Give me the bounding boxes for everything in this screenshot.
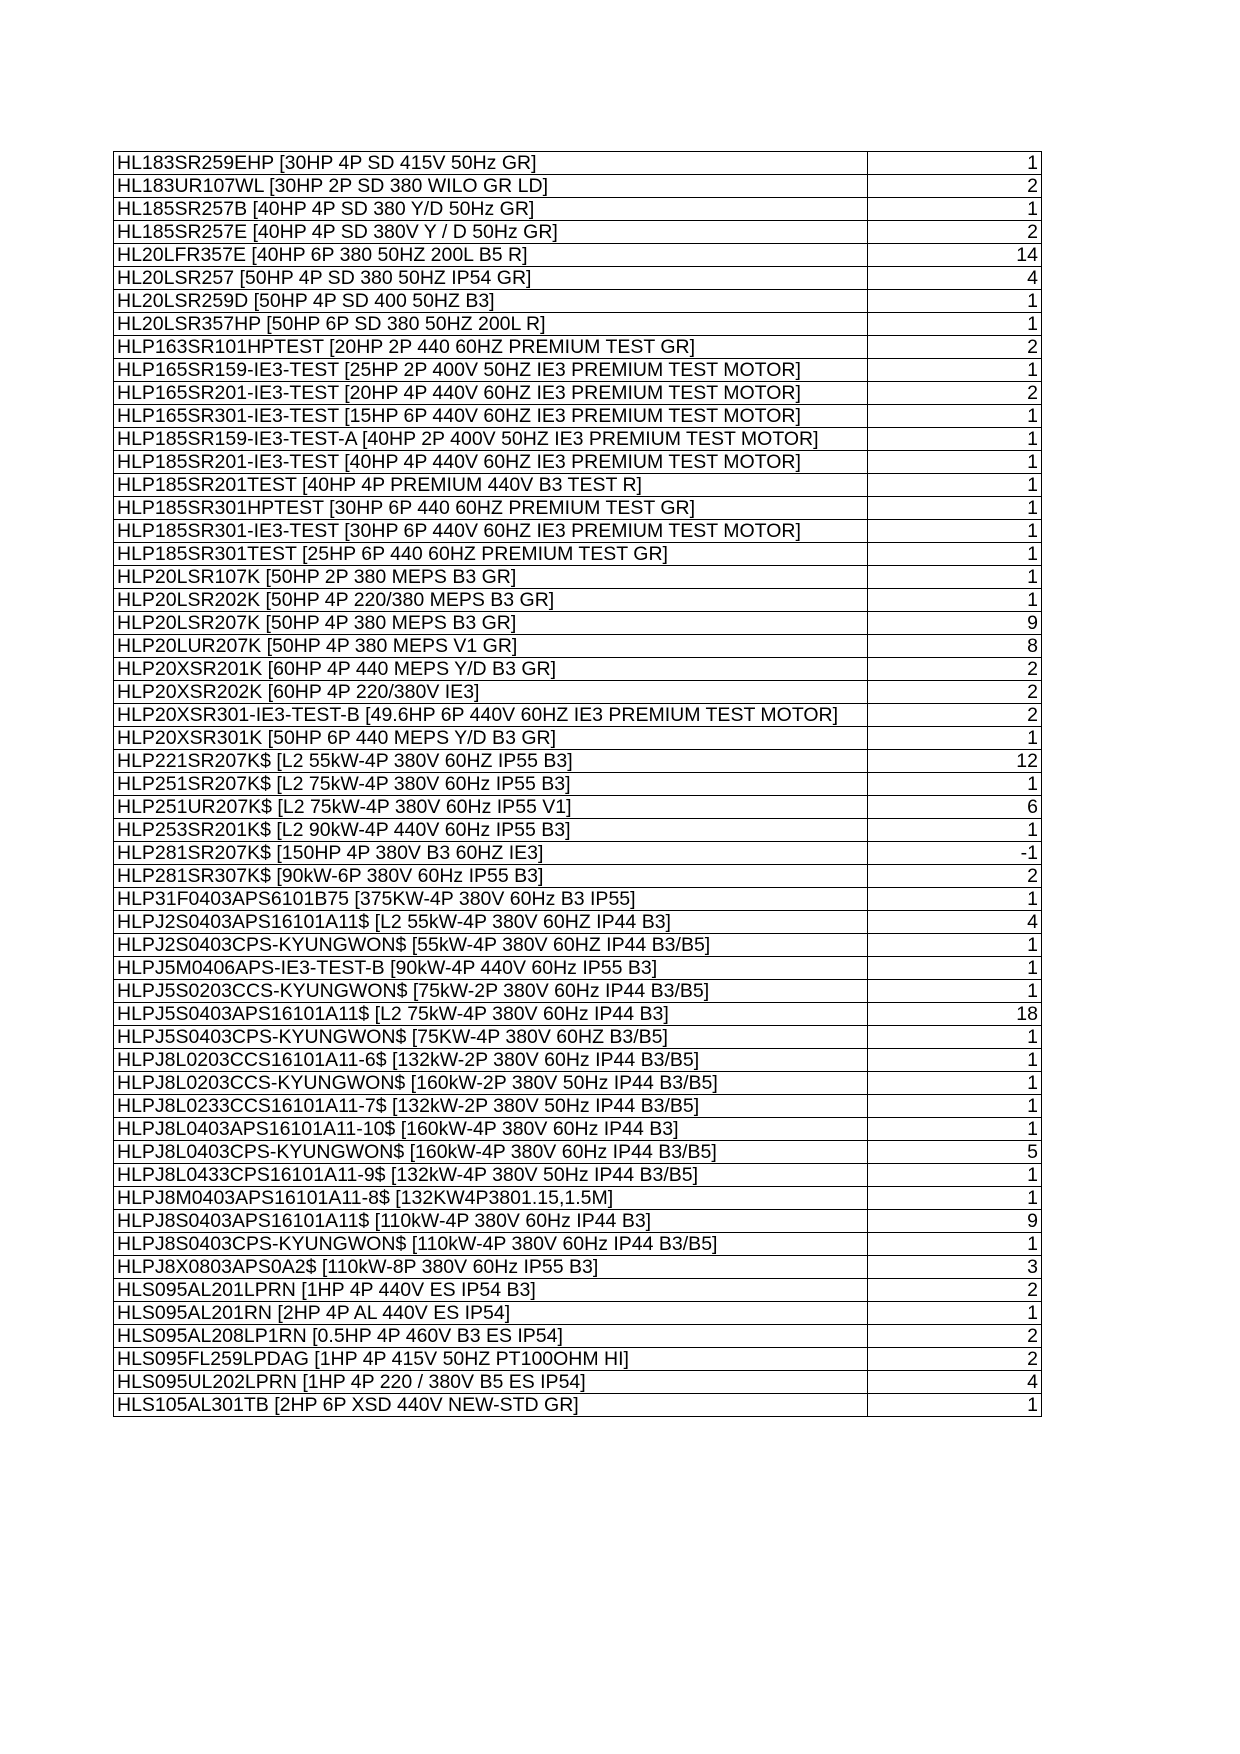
table-row [114, 911, 1042, 934]
quantity-cell: 1 [868, 566, 1042, 589]
quantity-cell: 4 [868, 911, 1042, 934]
table-row [114, 359, 1042, 382]
table-row [114, 681, 1042, 704]
quantity-cell: 1 [868, 405, 1042, 428]
quantity-cell: 1 [868, 474, 1042, 497]
item-description-cell: HL20LSR257 [50HP 4P SD 380 50HZ IP54 GR] [114, 267, 868, 290]
table-row [114, 1279, 1042, 1302]
quantity-cell: 1 [868, 1026, 1042, 1049]
quantity-cell: 1 [868, 957, 1042, 980]
table-row [114, 474, 1042, 497]
table-row [114, 267, 1042, 290]
item-description-cell: HLP221SR207K$ [L2 55kW-4P 380V 60HZ IP55 B3] [114, 750, 868, 773]
quantity-cell: 8 [868, 635, 1042, 658]
table-row [114, 1394, 1042, 1417]
quantity-cell: 2 [868, 1279, 1042, 1302]
item-description-cell: HL20LSR259D [50HP 4P SD 400 50HZ B3] [114, 290, 868, 313]
item-description-cell: HLP20LSR207K [50HP 4P 380 MEPS B3 GR] [114, 612, 868, 635]
quantity-cell: 1 [868, 497, 1042, 520]
quantity-cell: 1 [868, 428, 1042, 451]
table-row [114, 704, 1042, 727]
item-description-cell: HLP251UR207K$ [L2 75kW-4P 380V 60Hz IP55 V1] [114, 796, 868, 819]
quantity-cell: 1 [868, 1394, 1042, 1417]
quantity-cell: 1 [868, 1095, 1042, 1118]
table-row [114, 842, 1042, 865]
item-description-cell: HLPJ8L0233CCS16101A11-7$ [132kW-2P 380V 50Hz IP44 B3/B5] [114, 1095, 868, 1118]
table-row [114, 290, 1042, 313]
quantity-cell: 14 [868, 244, 1042, 267]
item-description-cell: HLP185SR301TEST [25HP 6P 440 60HZ PREMIUM TEST GR] [114, 543, 868, 566]
item-description-cell: HLP20LUR207K [50HP 4P 380 MEPS V1 GR] [114, 635, 868, 658]
item-description-cell: HLPJ8L0203CCS-KYUNGWON$ [160kW-2P 380V 50Hz IP44 B3/B5] [114, 1072, 868, 1095]
quantity-cell: 1 [868, 1049, 1042, 1072]
item-description-cell: HLP281SR307K$ [90kW-6P 380V 60Hz IP55 B3] [114, 865, 868, 888]
item-description-cell: HLP281SR207K$ [150HP 4P 380V B3 60HZ IE3] [114, 842, 868, 865]
item-description-cell: HLP20XSR301K [50HP 6P 440 MEPS Y/D B3 GR] [114, 727, 868, 750]
item-description-cell: HLP185SR301-IE3-TEST [30HP 6P 440V 60HZ IE3 PREMIUM TEST MOTOR] [114, 520, 868, 543]
quantity-cell: 2 [868, 1325, 1042, 1348]
quantity-cell: 1 [868, 520, 1042, 543]
table-row [114, 405, 1042, 428]
table-row [114, 1049, 1042, 1072]
item-description-cell: HL20LFR357E [40HP 6P 380 50HZ 200L B5 R] [114, 244, 868, 267]
table-row [114, 1072, 1042, 1095]
item-description-cell: HLPJ8S0403APS16101A11$ [110kW-4P 380V 60Hz IP44 B3] [114, 1210, 868, 1233]
quantity-cell: 2 [868, 336, 1042, 359]
quantity-cell: 1 [868, 727, 1042, 750]
quantity-cell: 18 [868, 1003, 1042, 1026]
table-row [114, 543, 1042, 566]
quantity-cell: 1 [868, 313, 1042, 336]
quantity-cell: 2 [868, 1348, 1042, 1371]
quantity-cell: 1 [868, 290, 1042, 313]
item-description-cell: HLP20XSR201K [60HP 4P 440 MEPS Y/D B3 GR] [114, 658, 868, 681]
quantity-cell: 9 [868, 1210, 1042, 1233]
quantity-cell: 1 [868, 980, 1042, 1003]
table-row [114, 589, 1042, 612]
quantity-cell: 1 [868, 1187, 1042, 1210]
item-description-cell: HLPJ8S0403CPS-KYUNGWON$ [110kW-4P 380V 60Hz IP44 B3/B5] [114, 1233, 868, 1256]
item-description-cell: HLP185SR301HPTEST [30HP 6P 440 60HZ PREMIUM TEST GR] [114, 497, 868, 520]
quantity-cell: 1 [868, 198, 1042, 221]
table-row [114, 727, 1042, 750]
table-row [114, 175, 1042, 198]
table-row [114, 1164, 1042, 1187]
table-row [114, 1256, 1042, 1279]
table-row [114, 451, 1042, 474]
item-description-cell: HL20LSR357HP [50HP 6P SD 380 50HZ 200L R] [114, 313, 868, 336]
table-row [114, 152, 1042, 175]
item-description-cell: HLP20XSR202K [60HP 4P 220/380V IE3] [114, 681, 868, 704]
item-description-cell: HL185SR257B [40HP 4P SD 380 Y/D 50Hz GR] [114, 198, 868, 221]
table-row [114, 888, 1042, 911]
quantity-cell: 1 [868, 359, 1042, 382]
item-description-cell: HLP185SR201-IE3-TEST [40HP 4P 440V 60HZ IE3 PREMIUM TEST MOTOR] [114, 451, 868, 474]
quantity-cell: 1 [868, 543, 1042, 566]
quantity-cell: 2 [868, 221, 1042, 244]
item-description-cell: HLPJ8L0203CCS16101A11-6$ [132kW-2P 380V 60Hz IP44 B3/B5] [114, 1049, 868, 1072]
table-row [114, 1118, 1042, 1141]
item-description-cell: HLS095FL259LPDAG [1HP 4P 415V 50HZ PT100OHM HI] [114, 1348, 868, 1371]
quantity-cell: 2 [868, 865, 1042, 888]
quantity-cell: 1 [868, 1233, 1042, 1256]
item-description-cell: HLP31F0403APS6101B75 [375KW-4P 380V 60Hz B3 IP55] [114, 888, 868, 911]
item-description-cell: HL183SR259EHP [30HP 4P SD 415V 50Hz GR] [114, 152, 868, 175]
quantity-cell: 2 [868, 175, 1042, 198]
quantity-cell: 2 [868, 681, 1042, 704]
item-description-cell: HLP165SR301-IE3-TEST [15HP 6P 440V 60HZ IE3 PREMIUM TEST MOTOR] [114, 405, 868, 428]
quantity-cell: 2 [868, 658, 1042, 681]
item-description-cell: HLS095AL201RN [2HP 4P AL 440V ES IP54] [114, 1302, 868, 1325]
item-description-cell: HLPJ5S0403CPS-KYUNGWON$ [75KW-4P 380V 60HZ B3/B5] [114, 1026, 868, 1049]
table-row [114, 244, 1042, 267]
table-row [114, 221, 1042, 244]
table-row [114, 1348, 1042, 1371]
item-description-cell: HLPJ8L0403CPS-KYUNGWON$ [160kW-4P 380V 60Hz IP44 B3/B5] [114, 1141, 868, 1164]
table-row [114, 865, 1042, 888]
table-row [114, 428, 1042, 451]
table-row [114, 819, 1042, 842]
item-description-cell: HLS095AL201LPRN [1HP 4P 440V ES IP54 B3] [114, 1279, 868, 1302]
item-description-cell: HLPJ5S0403APS16101A11$ [L2 75kW-4P 380V 60Hz IP44 B3] [114, 1003, 868, 1026]
table-row [114, 1371, 1042, 1394]
table-row [114, 773, 1042, 796]
inventory-table-body [114, 152, 1042, 1417]
table-row [114, 198, 1042, 221]
quantity-cell: 4 [868, 267, 1042, 290]
table-row [114, 497, 1042, 520]
item-description-cell: HLPJ5S0203CCS-KYUNGWON$ [75kW-2P 380V 60Hz IP44 B3/B5] [114, 980, 868, 1003]
item-description-cell: HLPJ8L0433CPS16101A11-9$ [132kW-4P 380V 50Hz IP44 B3/B5] [114, 1164, 868, 1187]
quantity-cell: 5 [868, 1141, 1042, 1164]
table-row [114, 1325, 1042, 1348]
item-description-cell: HLS095UL202LPRN [1HP 4P 220 / 380V B5 ES IP54] [114, 1371, 868, 1394]
quantity-cell: 4 [868, 1371, 1042, 1394]
item-description-cell: HLPJ2S0403APS16101A11$ [L2 55kW-4P 380V 60HZ IP44 B3] [114, 911, 868, 934]
table-row [114, 1095, 1042, 1118]
quantity-cell: 2 [868, 382, 1042, 405]
quantity-cell: 1 [868, 1302, 1042, 1325]
quantity-cell: 1 [868, 819, 1042, 842]
quantity-cell: 1 [868, 934, 1042, 957]
table-row [114, 980, 1042, 1003]
item-description-cell: HLP185SR159-IE3-TEST-A [40HP 2P 400V 50HZ IE3 PREMIUM TEST MOTOR] [114, 428, 868, 451]
item-description-cell: HLP165SR159-IE3-TEST [25HP 2P 400V 50HZ IE3 PREMIUM TEST MOTOR] [114, 359, 868, 382]
item-description-cell: HLP185SR201TEST [40HP 4P PREMIUM 440V B3 TEST R] [114, 474, 868, 497]
table-row [114, 566, 1042, 589]
item-description-cell: HLS095AL208LP1RN [0.5HP 4P 460V B3 ES IP54] [114, 1325, 868, 1348]
item-description-cell: HLPJ2S0403CPS-KYUNGWON$ [55kW-4P 380V 60HZ IP44 B3/B5] [114, 934, 868, 957]
quantity-cell: 1 [868, 152, 1042, 175]
quantity-cell: 3 [868, 1256, 1042, 1279]
item-description-cell: HL185SR257E [40HP 4P SD 380V Y / D 50Hz GR] [114, 221, 868, 244]
item-description-cell: HLP251SR207K$ [L2 75kW-4P 380V 60Hz IP55 B3] [114, 773, 868, 796]
table-row [114, 336, 1042, 359]
table-row [114, 934, 1042, 957]
table-row [114, 1026, 1042, 1049]
item-description-cell: HLS105AL301TB [2HP 6P XSD 440V NEW-STD GR] [114, 1394, 868, 1417]
item-description-cell: HLPJ5M0406APS-IE3-TEST-B [90kW-4P 440V 60Hz IP55 B3] [114, 957, 868, 980]
item-description-cell: HLPJ8M0403APS16101A11-8$ [132KW4P3801.15,1.5M] [114, 1187, 868, 1210]
item-description-cell: HLP163SR101HPTEST [20HP 2P 440 60HZ PREMIUM TEST GR] [114, 336, 868, 359]
quantity-cell: 1 [868, 1072, 1042, 1095]
table-row [114, 313, 1042, 336]
table-row [114, 1141, 1042, 1164]
quantity-cell: 1 [868, 773, 1042, 796]
table-row [114, 1302, 1042, 1325]
quantity-cell: 1 [868, 1118, 1042, 1141]
item-description-cell: HLP20LSR107K [50HP 2P 380 MEPS B3 GR] [114, 566, 868, 589]
item-description-cell: HLP165SR201-IE3-TEST [20HP 4P 440V 60HZ IE3 PREMIUM TEST MOTOR] [114, 382, 868, 405]
table-row [114, 957, 1042, 980]
item-description-cell: HLPJ8L0403APS16101A11-10$ [160kW-4P 380V 60Hz IP44 B3] [114, 1118, 868, 1141]
item-description-cell: HLP20XSR301-IE3-TEST-B [49.6HP 6P 440V 60HZ IE3 PREMIUM TEST MOTOR] [114, 704, 868, 727]
quantity-cell: 1 [868, 589, 1042, 612]
table-row [114, 635, 1042, 658]
table-row [114, 1187, 1042, 1210]
item-description-cell: HLPJ8X0803APS0A2$ [110kW-8P 380V 60Hz IP55 B3] [114, 1256, 868, 1279]
table-row [114, 520, 1042, 543]
item-description-cell: HLP20LSR202K [50HP 4P 220/380 MEPS B3 GR] [114, 589, 868, 612]
table-row [114, 658, 1042, 681]
table-row [114, 382, 1042, 405]
quantity-cell: 2 [868, 704, 1042, 727]
table-row [114, 1003, 1042, 1026]
table-row [114, 612, 1042, 635]
quantity-cell: -1 [868, 842, 1042, 865]
quantity-cell: 1 [868, 451, 1042, 474]
item-description-cell: HL183UR107WL [30HP 2P SD 380 WILO GR LD] [114, 175, 868, 198]
quantity-cell: 1 [868, 1164, 1042, 1187]
table-row [114, 1233, 1042, 1256]
inventory-table [113, 151, 1042, 1417]
quantity-cell: 12 [868, 750, 1042, 773]
table-row [114, 750, 1042, 773]
quantity-cell: 9 [868, 612, 1042, 635]
table-row [114, 1210, 1042, 1233]
quantity-cell: 1 [868, 888, 1042, 911]
item-description-cell: HLP253SR201K$ [L2 90kW-4P 440V 60Hz IP55 B3] [114, 819, 868, 842]
quantity-cell: 6 [868, 796, 1042, 819]
table-row [114, 796, 1042, 819]
